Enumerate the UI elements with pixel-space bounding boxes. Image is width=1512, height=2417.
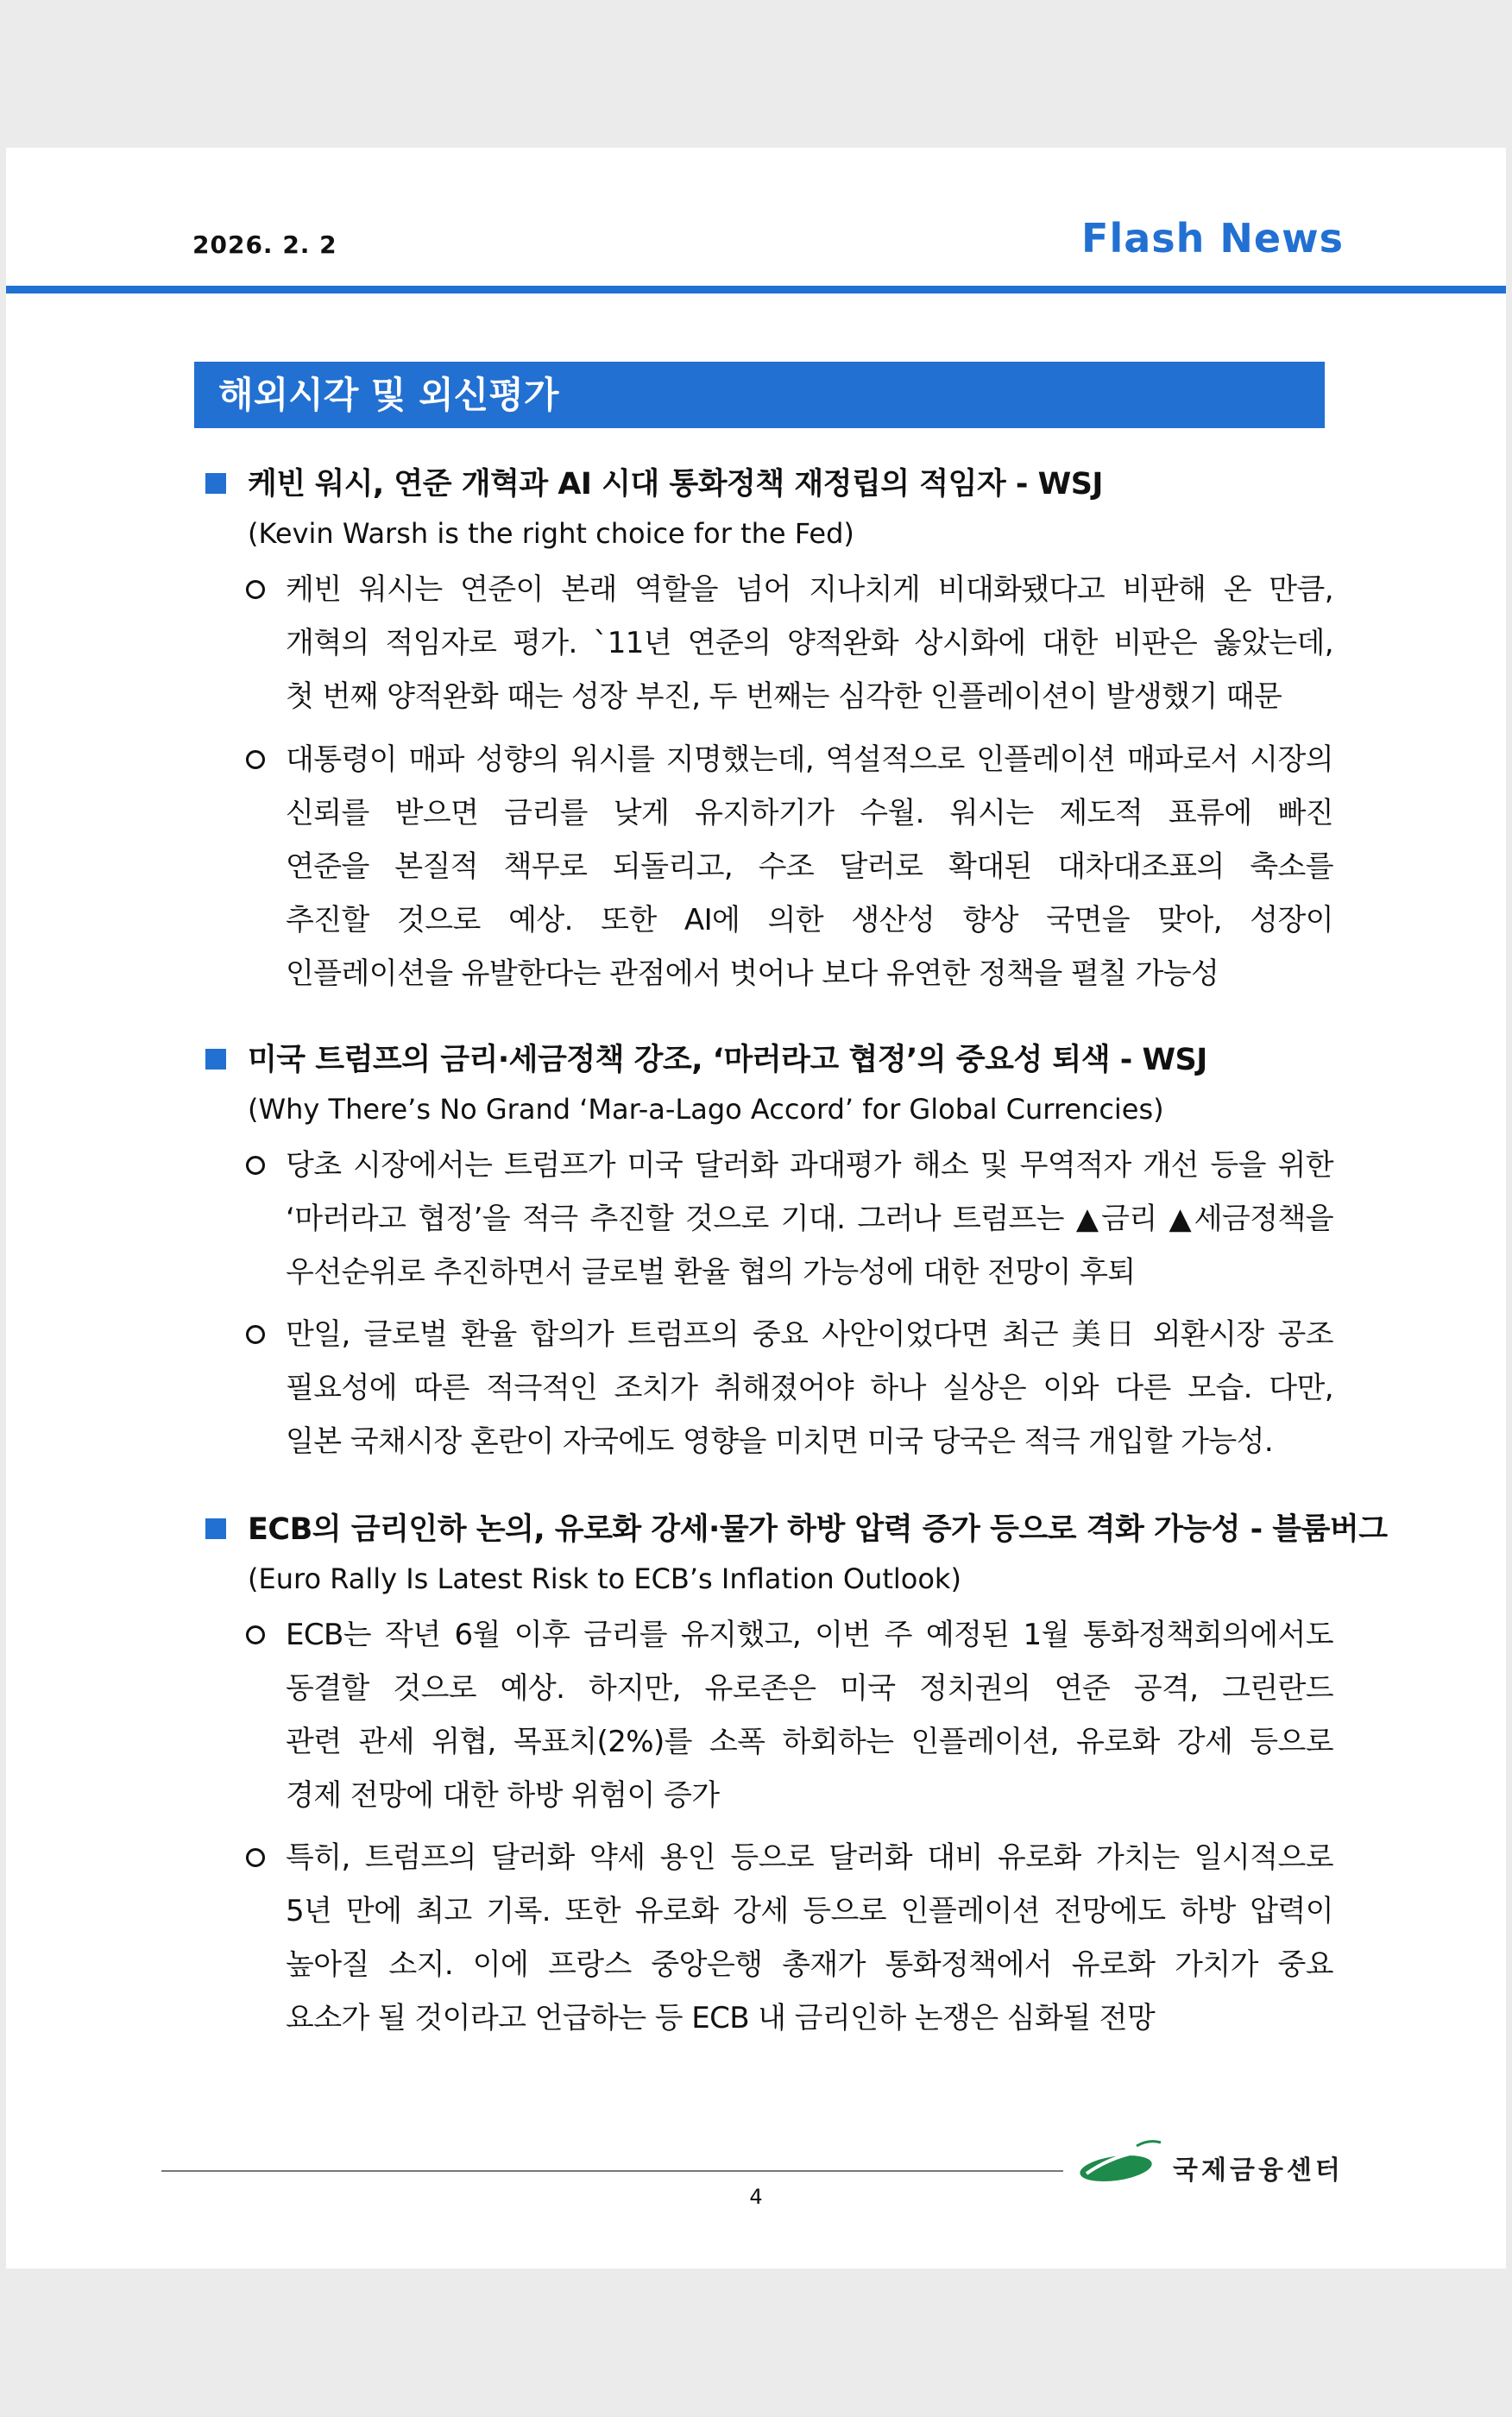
square-bullet-icon — [205, 1518, 226, 1539]
section-title: 해외시각 및 외신평가 — [194, 362, 1325, 428]
footer-divider — [161, 2170, 1063, 2172]
square-bullet-icon — [205, 473, 226, 494]
bullet-line: 요소가 될 것이라고 언급하는 등 ECB 내 금리인하 논쟁은 심화될 전망 — [286, 2001, 1156, 2035]
circle-bullet-icon — [246, 1625, 265, 1644]
header-date: 2026. 2. 2 — [192, 230, 337, 259]
bullet-line: 필요성에 따른 적극적인 조치가 취해졌어야 하나 실상은 이와 다른 모습. 다만, — [286, 1371, 1333, 1405]
bullet-line: 연준을 본질적 책무로 되돌리고, 수조 달러로 확대된 대차대조표의 축소를 — [286, 849, 1333, 884]
header-divider — [6, 286, 1506, 293]
logo-text: 국제금융센터 — [1173, 2155, 1344, 2186]
bullet-line: 높아질 소지. 이에 프랑스 중앙은행 총재가 통화정책에서 유로화 가치가 중요 — [286, 1947, 1333, 1982]
article-headline: 미국 트럼프의 금리·세금정책 강조, ‘마러라고 협정’의 중요성 퇴색 - WSJ — [248, 1043, 1207, 1077]
article-subtitle: (Euro Rally Is Latest Risk to ECB’s Inflation Outlook) — [248, 1562, 961, 1595]
bullet-line: 추진할 것으로 예상. 또한 AI에 의한 생산성 향상 국면을 맞아, 성장이 — [286, 903, 1333, 937]
circle-bullet-icon — [246, 1156, 265, 1175]
bullet-line: 5년 만에 최고 기록. 또한 유로화 강세 등으로 인플레이션 전망에도 하방 압력이 — [286, 1894, 1333, 1928]
bullet-line: 개혁의 적임자로 평가. `11년 연준의 양적완화 상시화에 대한 비판은 옳았는데, — [286, 626, 1333, 660]
circle-bullet-icon — [246, 1325, 265, 1344]
square-bullet-icon — [205, 1049, 226, 1070]
article-headline: ECB의 금리인하 논의, 유로화 강세·물가 하방 압력 증가 등으로 격화 가능성 - 블룸버그 — [248, 1512, 1388, 1547]
bullet-line: 경제 전망에 대한 하방 위험이 증가 — [286, 1778, 720, 1813]
bullet-line: 동결할 것으로 예상. 하지만, 유로존은 미국 정치권의 연준 공격, 그린란드 — [286, 1671, 1333, 1706]
article-subtitle: (Kevin Warsh is the right choice for the Fed) — [248, 517, 854, 550]
bullet-line: 만일, 글로벌 환율 합의가 트럼프의 중요 사안이었다면 최근 美日 외환시장 공조 — [286, 1317, 1333, 1352]
header-title: Flash News — [1081, 215, 1344, 262]
article-headline: 케빈 워시, 연준 개혁과 AI 시대 통화정책 재정립의 적임자 - WSJ — [248, 467, 1103, 502]
bullet-line: 대통령이 매파 성향의 워시를 지명했는데, 역설적으로 인플레이션 매파로서 시장의 — [286, 742, 1333, 777]
circle-bullet-icon — [246, 750, 265, 769]
bullet-line: 특히, 트럼프의 달러화 약세 용인 등으로 달러화 대비 유로화 가치는 일시적으로 — [286, 1840, 1333, 1875]
bullet-line: 인플레이션을 유발한다는 관점에서 벗어나 보다 유연한 정책을 펼칠 가능성 — [286, 956, 1219, 991]
circle-bullet-icon — [246, 1848, 265, 1867]
bullet-line: ‘마러라고 협정’을 적극 추진할 것으로 기대. 그러나 트럼프는 ▲금리 ▲세금정책을 — [286, 1202, 1333, 1236]
circle-bullet-icon — [246, 580, 265, 599]
page-number: 4 — [749, 2185, 763, 2209]
document-page — [6, 148, 1506, 2269]
article-subtitle: (Why There’s No Grand ‘Mar-a-Lago Accord’ for Global Currencies) — [248, 1093, 1164, 1126]
bullet-line: 우선순위로 추진하면서 글로벌 환율 협의 가능성에 대한 전망이 후퇴 — [286, 1255, 1136, 1290]
bullet-line: 일본 국채시장 혼란이 자국에도 영향을 미치면 미국 당국은 적극 개입할 가능성. — [286, 1424, 1274, 1459]
bullet-line: 첫 번째 양적완화 때는 성장 부진, 두 번째는 심각한 인플레이션이 발생했기 때문 — [286, 679, 1282, 714]
bullet-line: 관련 관세 위협, 목표치(2%)를 소폭 하회하는 인플레이션, 유로화 강세 등으로 — [286, 1725, 1333, 1759]
bullet-line: 신뢰를 받으면 금리를 낮게 유지하기가 수월. 워시는 제도적 표류에 빠진 — [286, 796, 1333, 830]
bullet-line: 당초 시장에서는 트럼프가 미국 달러화 과대평가 해소 및 무역적자 개선 등을 위한 — [286, 1148, 1333, 1183]
bullet-line: ECB는 작년 6월 이후 금리를 유지했고, 이번 주 예정된 1월 통화정책회의에서도 — [286, 1618, 1333, 1652]
bullet-line: 케빈 워시는 연준이 본래 역할을 넘어 지나치게 비대화됐다고 비판해 온 만큼, — [286, 572, 1333, 607]
kcif-logo-icon — [1076, 2137, 1162, 2189]
